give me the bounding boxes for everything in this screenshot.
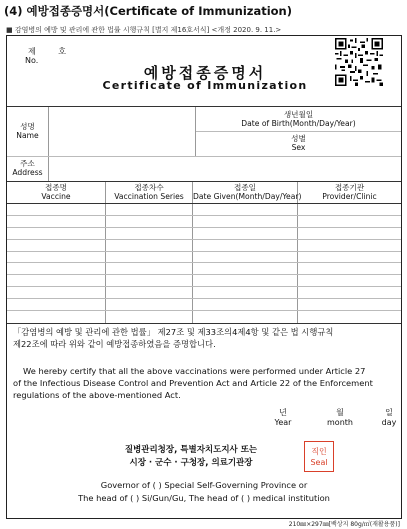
table-row bbox=[7, 264, 401, 276]
table-header-series: 접종차수 Vaccination Series bbox=[114, 183, 184, 201]
statement-ko: 「감염병의 예방 및 관리에 관한 법률」 제27조 및 제33조의4제4항 및 같은 법 시행규칙 제22조에 따라 위와 같이 예방접종하였음을 증명합니다. bbox=[13, 327, 334, 349]
table-row bbox=[7, 299, 401, 311]
table-cell[interactable] bbox=[298, 275, 401, 286]
table-cell[interactable] bbox=[193, 252, 297, 263]
table-cell[interactable] bbox=[106, 287, 192, 298]
section-title: (4) 예방접종증명서(Certificate of Immunization) bbox=[4, 4, 292, 18]
table-cell[interactable] bbox=[298, 252, 401, 263]
table-cell[interactable] bbox=[193, 311, 297, 323]
table-cell[interactable] bbox=[298, 299, 401, 310]
certificate-number-label-en: No. bbox=[25, 56, 39, 65]
table-row bbox=[7, 275, 401, 287]
paper-spec: 210㎜×297㎜[백상지 80g/㎡(재활용품)] bbox=[288, 521, 400, 528]
table-cell[interactable] bbox=[7, 299, 105, 310]
table-cell[interactable] bbox=[193, 204, 297, 215]
table-cell[interactable] bbox=[106, 252, 192, 263]
table-row bbox=[7, 287, 401, 299]
table-cell[interactable] bbox=[193, 299, 297, 310]
table-cell[interactable] bbox=[298, 228, 401, 239]
issuer-en: Governor of ( ) Special Self-Governing Province or The head of ( ) Si/Gun/Gu, The head of ( ) medical institution bbox=[78, 480, 330, 503]
address-label: 주소 Address bbox=[12, 159, 43, 177]
divider bbox=[7, 323, 401, 324]
table-row bbox=[7, 240, 401, 252]
table-cell[interactable] bbox=[193, 216, 297, 227]
table-cell[interactable] bbox=[298, 240, 401, 251]
date-of-birth-label: 생년월일 Date of Birth(Month/Day/Year) bbox=[241, 110, 356, 128]
table-cell[interactable] bbox=[7, 204, 105, 215]
table-cell[interactable] bbox=[106, 204, 192, 215]
table-row bbox=[7, 228, 401, 240]
table-row bbox=[7, 252, 401, 264]
table-cell[interactable] bbox=[193, 275, 297, 286]
table-cell[interactable] bbox=[193, 264, 297, 275]
divider bbox=[7, 106, 401, 107]
statement-en: We hereby certify that all the above vaccinations were performed under Article 27 of the Infectious Disease Control and Prevention Act and Article 22 of the Enforcement regulations of the above-mentioned Act. bbox=[13, 366, 373, 400]
table-cell[interactable] bbox=[298, 216, 401, 227]
issuer-title: 질병관리청장, 특별자치도지사 또는 시장 · 군수 · 구청장, 의료기관장 bbox=[124, 445, 258, 468]
table-row bbox=[7, 204, 401, 216]
official-seal: 직인 Seal bbox=[304, 441, 334, 472]
table-row bbox=[7, 311, 401, 323]
table-cell[interactable] bbox=[7, 275, 105, 286]
table-cell[interactable] bbox=[106, 264, 192, 275]
document-title: 예방접종증명서 bbox=[143, 64, 267, 82]
table-cell[interactable] bbox=[7, 252, 105, 263]
table-header-vaccine: 접종명 Vaccine bbox=[41, 183, 71, 201]
table-cell[interactable] bbox=[7, 240, 105, 251]
table-header-provider: 접종기관 Provider/Clinic bbox=[322, 183, 377, 201]
table-cell[interactable] bbox=[7, 264, 105, 275]
name-field[interactable] bbox=[49, 108, 195, 155]
certificate-number-label: 제 호 bbox=[28, 47, 76, 56]
address-field[interactable] bbox=[49, 157, 401, 181]
document-title-en: Certificate of Immunization bbox=[102, 79, 308, 92]
qr-code-icon bbox=[335, 38, 383, 86]
date-day-label: 일 day bbox=[381, 408, 397, 427]
table-cell[interactable] bbox=[106, 240, 192, 251]
regulation-reference: ■ 감염병의 예방 및 관리에 관한 법률 시행규칙 [별지 제16호서식] <개정 2020. 9. 11.> bbox=[6, 26, 282, 34]
table-cell[interactable] bbox=[298, 204, 401, 215]
divider bbox=[7, 181, 401, 182]
name-label: 성명 Name bbox=[16, 122, 39, 140]
table-cell[interactable] bbox=[106, 216, 192, 227]
table-cell[interactable] bbox=[7, 311, 105, 323]
table-cell[interactable] bbox=[193, 287, 297, 298]
sex-label: 성별 Sex bbox=[291, 134, 306, 152]
table-cell[interactable] bbox=[298, 287, 401, 298]
date-year-label: 년 Year bbox=[274, 408, 292, 427]
table-cell[interactable] bbox=[106, 299, 192, 310]
date-month-label: 월 month bbox=[327, 408, 353, 427]
table-cell[interactable] bbox=[106, 311, 192, 323]
table-cell[interactable] bbox=[298, 311, 401, 323]
table-cell[interactable] bbox=[298, 264, 401, 275]
certificate-form bbox=[6, 35, 402, 519]
table-header-date: 접종일 Date Given(Month/Day/Year) bbox=[193, 183, 302, 201]
table-cell[interactable] bbox=[7, 287, 105, 298]
divider bbox=[196, 131, 401, 132]
table-cell[interactable] bbox=[106, 228, 192, 239]
table-cell[interactable] bbox=[193, 228, 297, 239]
table-cell[interactable] bbox=[7, 228, 105, 239]
table-cell[interactable] bbox=[193, 240, 297, 251]
table-cell[interactable] bbox=[106, 275, 192, 286]
table-cell[interactable] bbox=[7, 216, 105, 227]
table-row bbox=[7, 216, 401, 228]
